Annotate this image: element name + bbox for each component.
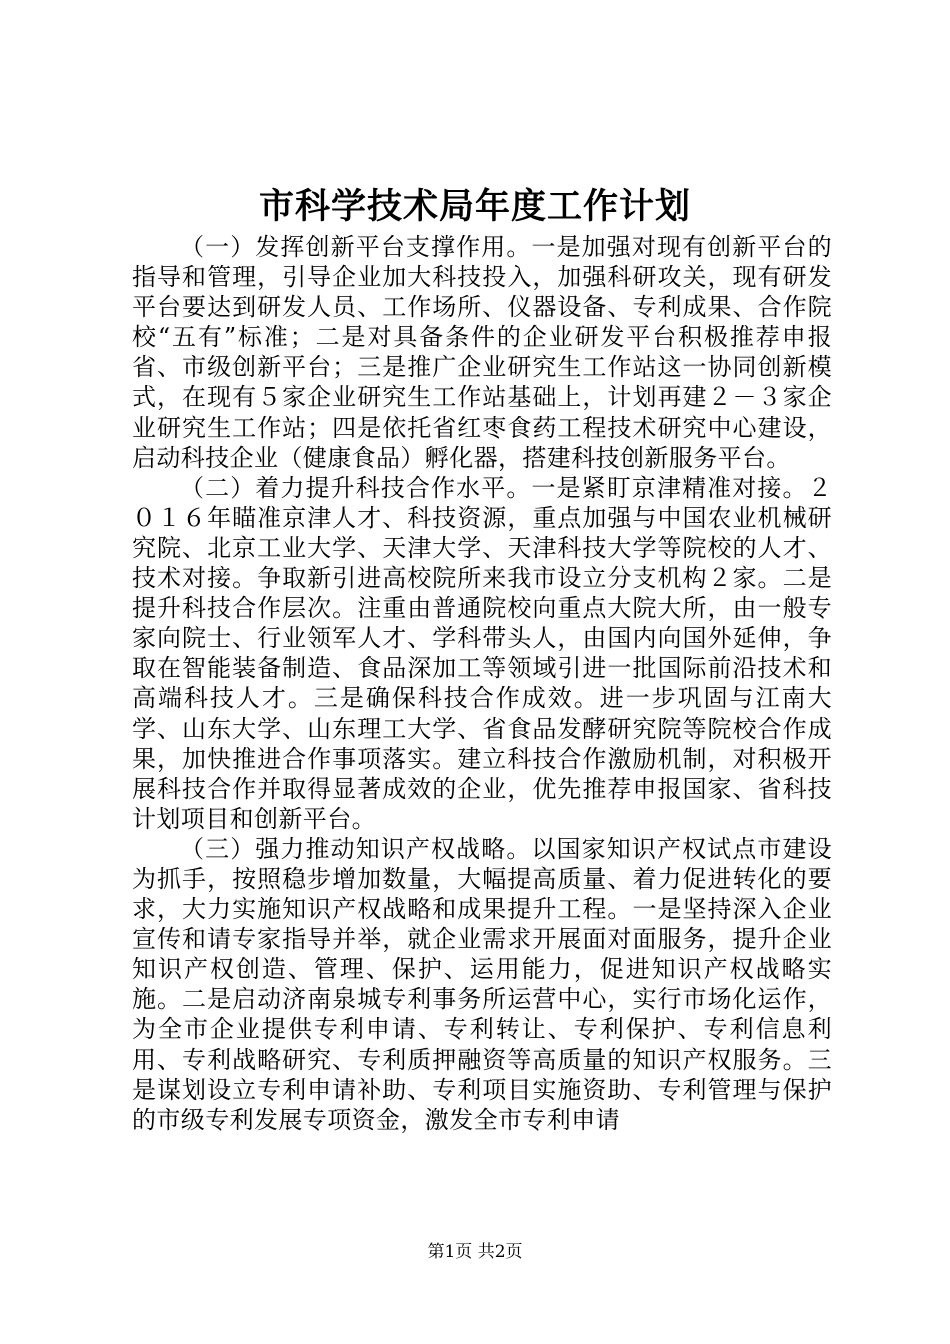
document-body — [132, 232, 832, 1135]
page-footer — [0, 1240, 950, 1264]
page-indicator: 第1页 共2页 — [427, 1242, 523, 1262]
paragraph-ip-strategy: （三）强力推动知识产权战略。以国家知识产权试点市建设为抓手，按照稳步增加数量，大幅提高质量、着力促进转化的要求，大力实施知识产权战略和成果提升工程。一是坚持深入企业宣传和请专家指导并举，就企业需求开展面对面服务，提升企业知识产权创造、管理、保护、运用能力，促进知识产权战略实施。二是启动济南泉城专利事务所运营中心，实行市场化运作，为全市企业提供专利申请、专利转让、专利保护、专利信息利用、专利战略研究、专利质押融资等高质量的知识产权服务。三是谋划设立专利申请补助、专利项目实施资助、专利管理与保护的市级专利发展专项资金，激发全市专利申请 — [132, 834, 832, 1134]
paragraph-innovation-platform: （一）发挥创新平台支撑作用。一是加强对现有创新平台的指导和管理，引导企业加大科技投入，加强科研攻关，现有研发平台要达到研发人员、工作场所、仪器设备、专利成果、合作院校“五有”标准；二是对具备条件的企业研发平台积极推荐申报省、市级创新平台；三是推广企业研究生工作站这一协同创新模式，在现有５家企业研究生工作站基础上，计划再建２－３家企业研究生工作站；四是依托省红枣食药工程技术研究中心建设，启动科技企业（健康食品）孵化器，搭建科技创新服务平台。 — [132, 233, 832, 472]
paragraph-tech-cooperation: （二）着力提升科技合作水平。一是紧盯京津精准对接。２０１６年瞄准京津人才、科技资源，重点加强与中国农业机械研究院、北京工业大学、天津大学、天津科技大学等院校的人才、技术对接。争取新引进高校院所来我市设立分支机构２家。二是提升科技合作层次。注重由普通院校向重点大院大所，由一般专家向院士、行业领军人才、学科带头人，由国内向国外延伸，争取在智能装备制造、食品深加工等领域引进一批国际前沿技术和高端科技人才。三是确保科技合作成效。进一步巩固与江南大学、山东大学、山东理工大学、省食品发酵研究院等院校合作成果，加快推进合作事项落实。建立科技合作激励机制，对积极开展科技合作并取得显著成效的企业，优先推荐申报国家、省科技计划项目和创新平台。 — [132, 473, 832, 833]
document-title: 市科学技术局年度工作计划 — [258, 186, 691, 227]
